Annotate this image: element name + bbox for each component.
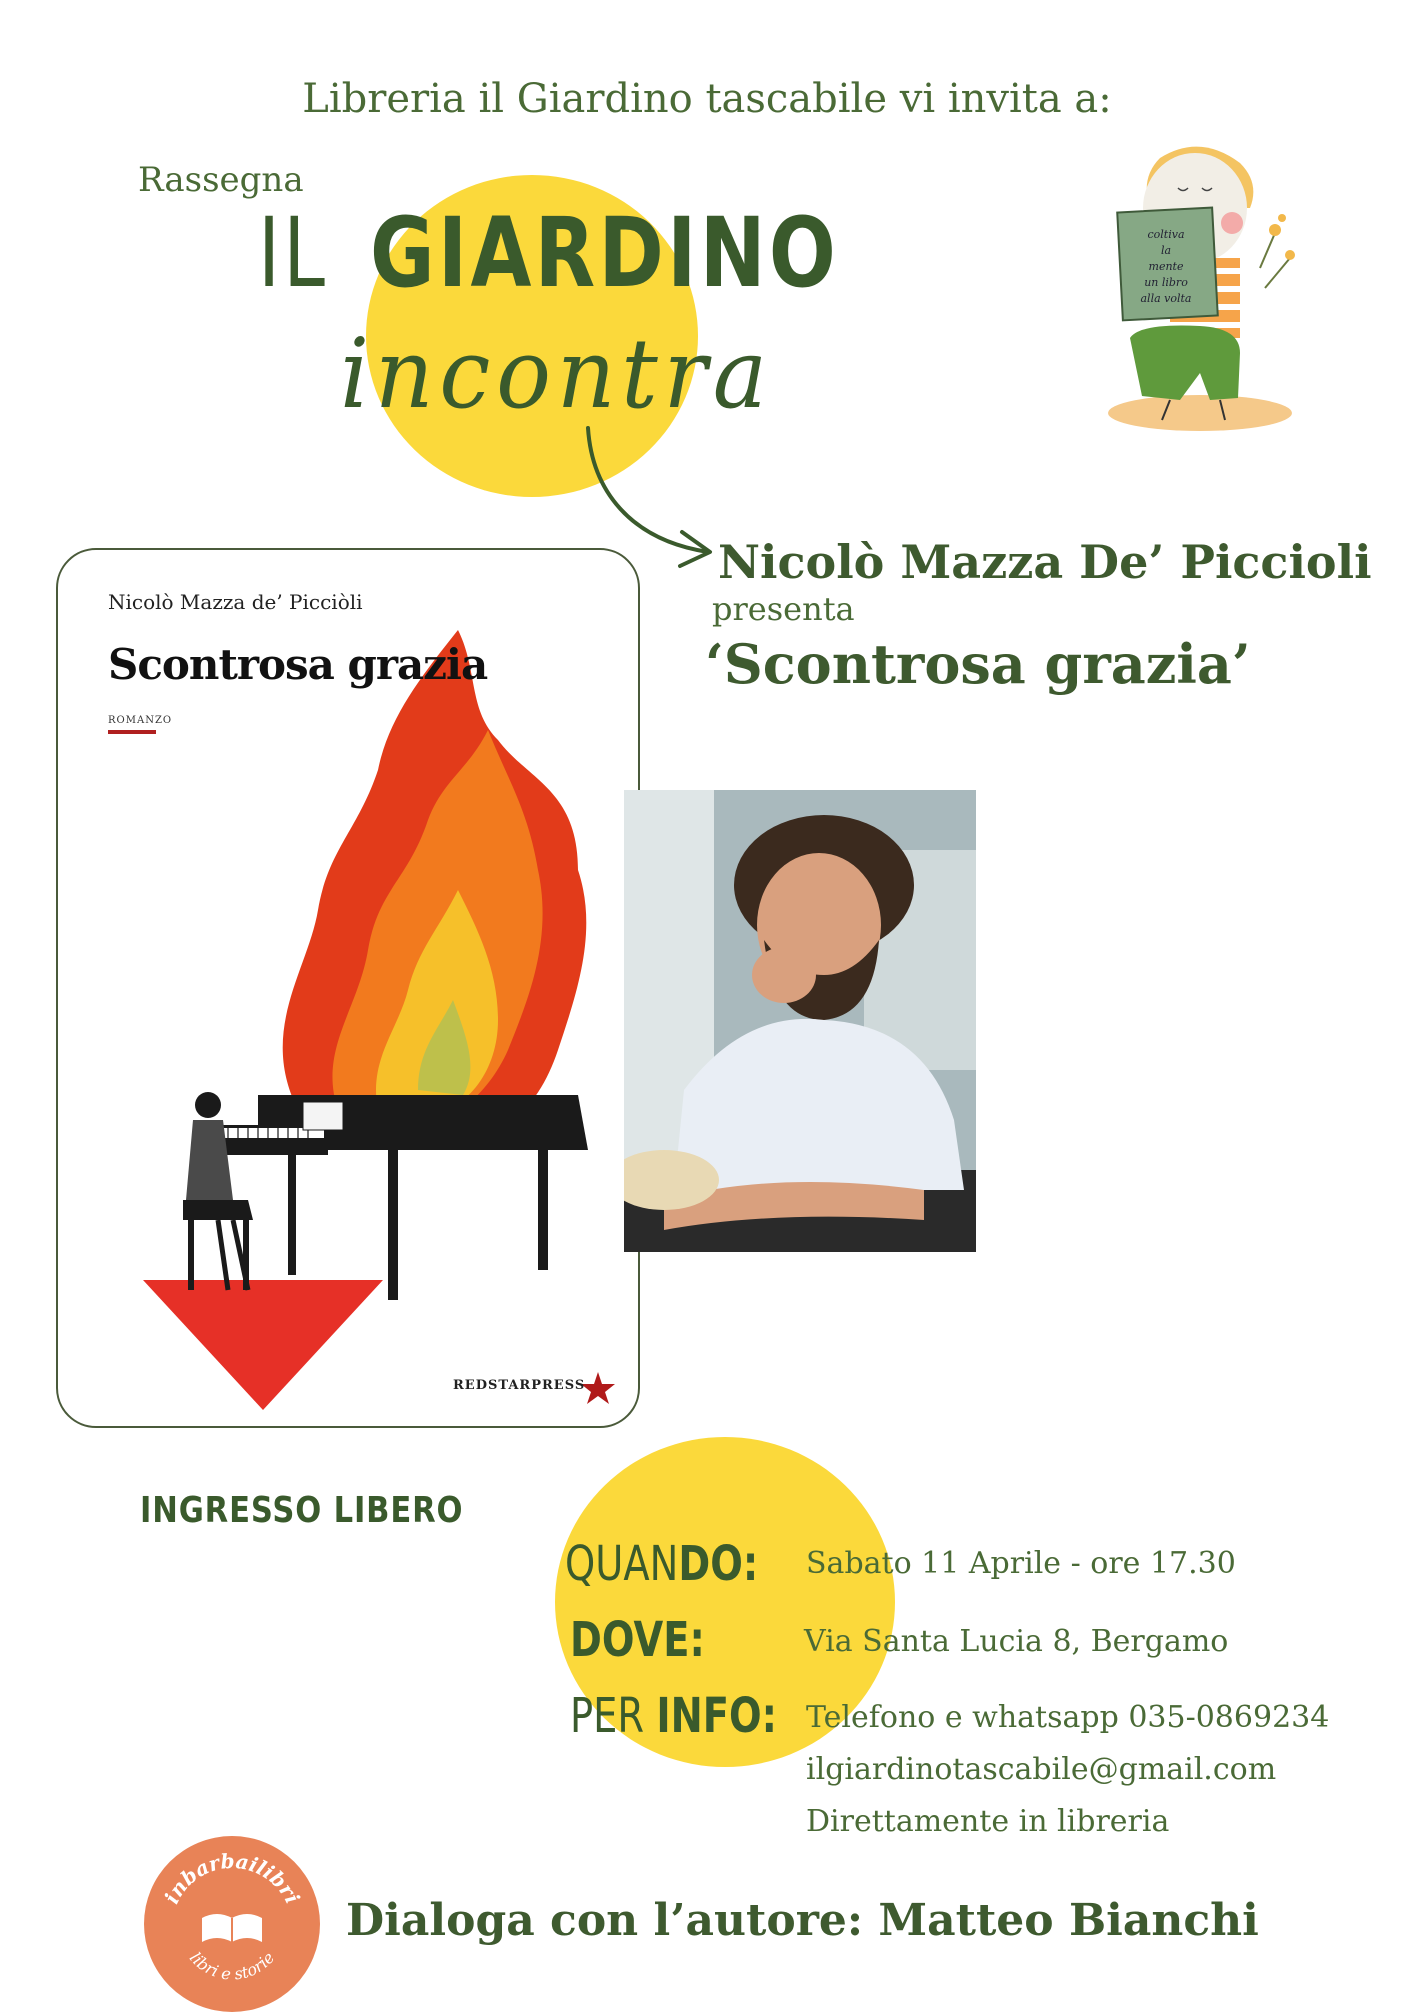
svg-text:un libro: un libro: [1144, 276, 1188, 289]
quando-label: [565, 1536, 759, 1592]
badge-top-text: inbarbailibri: [159, 1848, 305, 1908]
svg-text:coltiva: coltiva: [1147, 228, 1185, 241]
author-photo: [624, 790, 976, 1252]
invite-heading: Libreria il Giardino tascabile vi invita a:: [302, 76, 1112, 122]
cover-genre-bar: [108, 730, 156, 734]
cover-genre: ROMANZO: [108, 715, 173, 726]
contact-email: ilgiardinotascabile@gmail.com: [806, 1752, 1277, 1787]
dove-label: DOVE:: [570, 1612, 705, 1668]
quando-label-part-2: DO:: [678, 1536, 759, 1592]
book-title: ‘Scontrosa grazia’: [705, 632, 1251, 696]
contact-in-store: Direttamente in libreria: [806, 1804, 1170, 1839]
badge-bottom-text: libri e storie: [185, 1948, 279, 1984]
author-name: Nicolò Mazza De’ Piccioli: [718, 535, 1372, 589]
admission-label: INGRESSO LIBERO: [140, 1490, 464, 1531]
series-label: Rassegna: [138, 160, 304, 200]
svg-text:alla volta: alla volta: [1140, 292, 1192, 305]
svg-text:inbarbailibri: [159, 1849, 304, 1908]
svg-text:libri e storie: [186, 1948, 278, 1983]
per-info-label-part-1: PER: [570, 1688, 657, 1744]
moderator-line: Dialoga con l’autore: Matteo Bianchi: [346, 1895, 1259, 1946]
svg-text:la: la: [1160, 244, 1172, 257]
event-date-time: Sabato 11 Aprile - ore 17.30: [806, 1546, 1236, 1581]
per-info-label: [570, 1688, 777, 1744]
logo-word-il: IL: [258, 197, 329, 309]
book-icon: [144, 1836, 320, 2012]
logo-word-giardino: GIARDINO: [370, 197, 840, 309]
cover-publisher: REDSTARPRESS: [453, 1378, 586, 1393]
contact-phone: Telefono e whatsapp 035-0869234: [806, 1700, 1330, 1735]
quando-label-part-1: QUAN: [565, 1536, 679, 1592]
event-address: Via Santa Lucia 8, Bergamo: [804, 1624, 1229, 1659]
presenta-label: presenta: [712, 590, 855, 628]
book-cover: [56, 548, 640, 1428]
svg-text:mente: mente: [1148, 260, 1184, 273]
cover-author: Nicolò Mazza de’ Picciòli: [108, 590, 363, 614]
mascot-illustration: [1100, 138, 1300, 438]
inbarbailibri-logo: [144, 1836, 320, 2012]
cover-title: Scontrosa grazia: [108, 640, 488, 689]
per-info-label-part-2: INFO:: [656, 1688, 777, 1744]
logo-word-incontra: incontra: [340, 318, 773, 430]
